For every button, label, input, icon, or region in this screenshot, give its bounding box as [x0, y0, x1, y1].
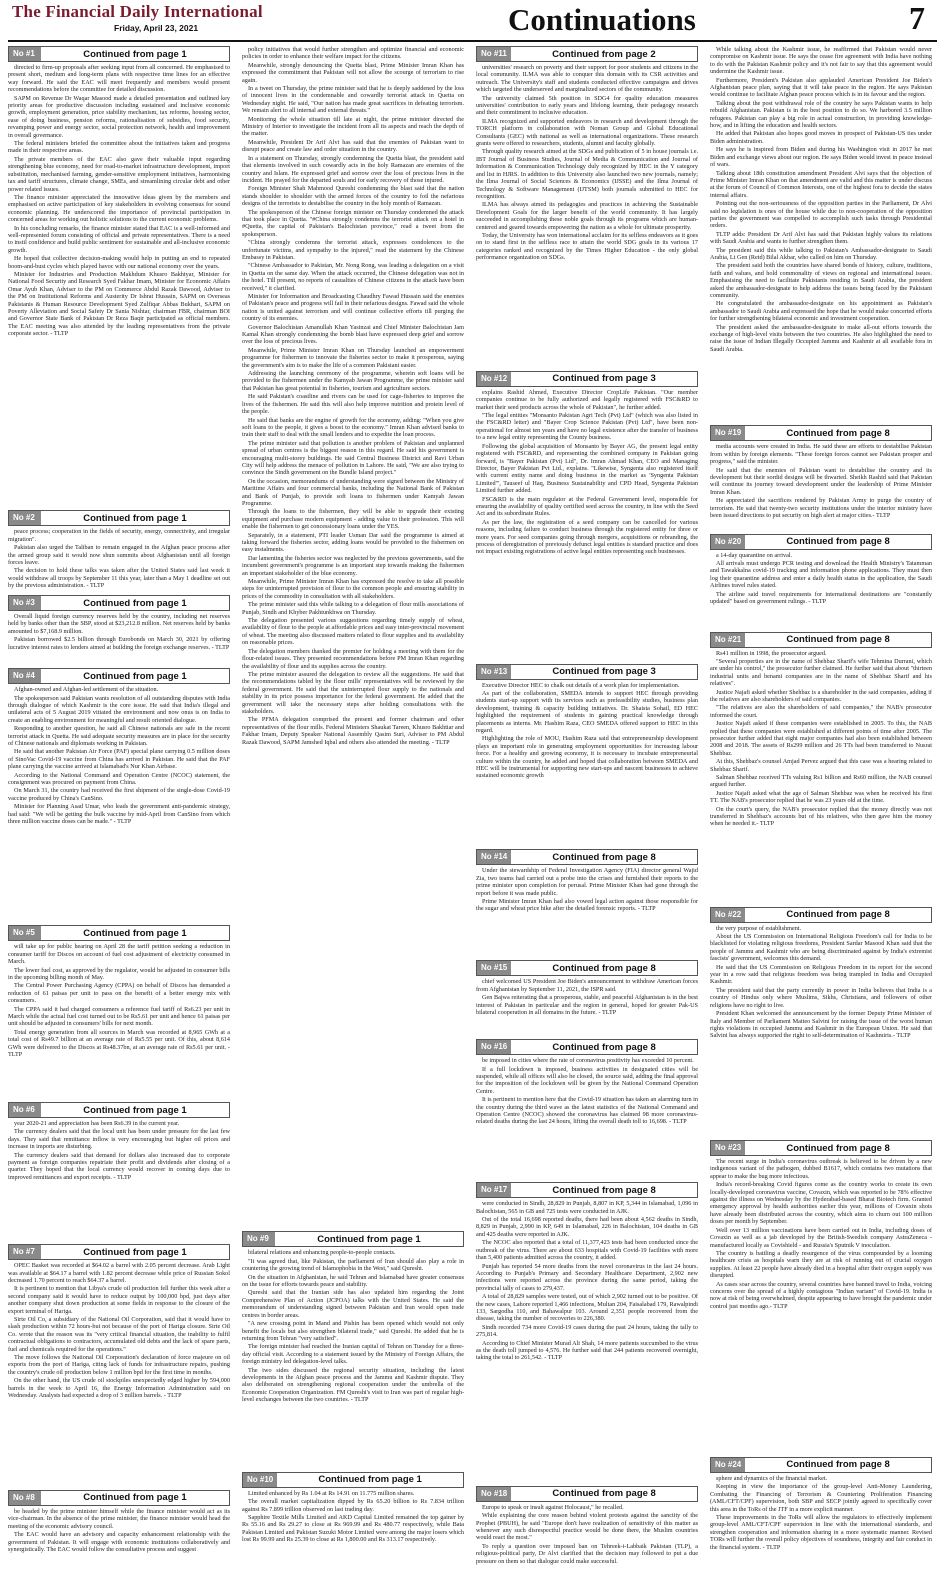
- block-body: [710, 1475, 932, 1582]
- block-title: Continued from page 1: [83, 670, 187, 682]
- issue-date: Friday, April 23, 2021: [114, 23, 199, 33]
- continuation-block: [476, 849, 698, 956]
- block-number: No #5: [9, 926, 41, 940]
- paragraph: All arrivals must undergo PCR testing and download the Health Ministry's Tatamman and Tawakkalna covid-19 tracking and information phone applications. They must then log their quarantine address and enter a daily health status in the application, the Saudi Airlines travel rules stated.: [710, 560, 932, 590]
- paragraph: Well over 13 million vaccinations have been carried out in India, including doses of Covaxin as well as a jab developed by the British-Swedish company AstraZeneca - manufactured locally as Covishield - and Russia's Sputnik V inoculation.: [710, 1226, 932, 1249]
- block-title: Continued from page 8: [552, 851, 656, 863]
- paragraph: TLTP adds: President Dr Arif Alvi has said that Pakistan highly values its relations with Saudi Arabia and wants to further strengthen them.: [710, 230, 932, 246]
- paragraph: In his concluding remarks, the finance minister stated that EAC is a well-informed and well-represented forum consisting of official and private representatives. There is a need to instil confidence and build public sentiment for sustainable and all-inclusive economic growth.: [8, 224, 230, 254]
- block-number: No #13: [477, 665, 511, 679]
- paragraph: Talking about 18th constitution amendment President Alvi says that the objection of Prime Minister Imran Khan on that amendment are valid and this matter is under discuss at the forum of Council of Common Interests, one of the highest fora to decide the states internal affairs.: [710, 169, 932, 199]
- block-header: [476, 1039, 698, 1055]
- paragraph: The spokesperson of the Chinese foreign minister on Thursday condemned the attack that took place in Quetta. "#China strongly condemns the terrorist attack on a hotel in #Quetta, the capital of Pakistan's Balochistan province," read a tweet from the spokesperson.: [242, 208, 464, 238]
- paragraph: be headed by the prime minister himself while the finance minister would act as its vice-chairman. In the absence of the prime minister, the finance minister would head the meeting of the economic advisory council.: [8, 1507, 230, 1530]
- paragraph: Limited enhanced by Rs 1.04 at Rs 14.91 on 11.775 million shares.: [248, 1489, 415, 1497]
- paragraph: The decision to hold these talks was taken after the United States said last week it would withdraw all troops by September 11 this year, later than a May 1 deadline set out by the previous administration. - TLTP: [8, 567, 230, 590]
- paragraph: "The legal entities "Monsanto Pakistan Agri Tech (Pvt) Ltd" (which was also listed in the FSC&RD letter) and "Bayer Crop Science Pakistan (Pvt) Ltd", have been non-operational for almost ten years and have no legal existence after the transfer of business to a new legal entity representing the County business.: [476, 412, 698, 442]
- block-title: Continued from page 1: [83, 1104, 187, 1116]
- block-number: No #24: [711, 1458, 745, 1472]
- paragraph: As part of the collaboration, SMEDA intends to support HEC through providing students start-up support with its services such as prefeasibility studies, business plan development, training & capacity building initiatives. Dr. Shaista Sohail, ED HEC highlighted the requirement of students in gaining practical knowledge through placements as interns. Mr. Hashim Raza, CEO SMEDA offered support to HEC in this regard.: [476, 690, 698, 735]
- block-header: [476, 1182, 698, 1198]
- paragraph: "Several properties are in the name of Shehbaz Sharif's wife Tehmina Durrani, which are under his control," the prosecutor further claimed. He further said that about "thirteen industrial units and benami companies are in the name of Shehbaz Sharif and his relatives".: [710, 657, 932, 688]
- block-number: No #12: [477, 372, 511, 386]
- block-number: No #15: [477, 961, 511, 975]
- paragraph: As per the law, the registration of a seed company can be cancelled for various reasons, including failure to conduct business through the registered entity for three or more years. For seed companies going through mergers, acquisitions or rebranding, the process of deregistration of previously defunct legal entities is standard practice and does not impact existing registrations of active legal entities representing such businesses.: [476, 518, 698, 556]
- continuation-block: [710, 534, 932, 628]
- paragraph: The currency dealers said that demand for dollars also increased due to corporate payment as foreign companies repatriate their profit and dividends after closing of a quarter. They hoped that the local currency would recover in coming days due to improved remittances and export receipts. - TLTP: [8, 1151, 230, 1181]
- block-title: Continued from page 8: [786, 909, 890, 921]
- paragraph: According to the National Command and Operation Centre (NCOC) statement, the consignment was procured on payment from China.: [8, 771, 230, 786]
- block-body: [710, 552, 932, 628]
- block-body: [710, 443, 932, 529]
- block-title: Continued from page 1: [83, 597, 187, 609]
- block-title: Continued from page 8: [786, 1459, 890, 1471]
- block-number: No #20: [711, 535, 745, 549]
- block-number: No #11: [477, 47, 511, 61]
- paragraph: Justice Najafi asked whether Shehbaz is a shareholder in the said companies, adding if the relatives are also shareholders of said companies.: [710, 688, 932, 703]
- paragraph: He said that the US Commission on Religious Freedom in its report for the second year in a row said that religious freedom was being trampled in India and Occupied Kashmir.: [710, 963, 932, 986]
- paragraph: The overall market capitalization dipped by Rs 65.20 billion to Rs 7.834 trillion against Rs 7.899 trillion observed on last trading day.: [242, 1498, 464, 1513]
- block-header: [8, 925, 230, 941]
- block-header: [242, 1231, 464, 1247]
- paragraph: As cases soar across the country, several countries have banned travel to India, voicing concerns over the spread of a highly contagious "Indian variant" of Covid-19. India is now at risk of being overwhelmed, despite appearing to have brought the pandemic under control just months ago.- TLTP: [710, 1280, 932, 1310]
- paragraph: Separately, in a statement, PTI leader Usman Dar said the programme is aimed at taking forward the fisheries sector, adding loans would be provided to the fishermen on easy instalments.: [242, 531, 464, 554]
- continuation-block: [476, 1039, 698, 1178]
- paragraph: Out of the total 16,698 reported deaths, there had been about 4,562 deaths in Sindh, 8,829 in Punjab, 2,990 in KP, 649 in Islamabad, 226 in Balochistan, 104 deaths in GB and 425 deaths were reported in AJK.: [476, 1216, 698, 1238]
- paragraph: The Central Power Purchasing Agency (CPPA) on behalf of Discos has demanded a reduction of 61 paisas per unit to pass on the benefit of a better energy mix with consumers.: [8, 982, 230, 1005]
- block-body: [710, 925, 932, 1136]
- paragraph: He congratulated the ambassador-designate on his appointment as Pakistan's ambassador to Saudi Arabia and expressed the hope that he would make concerted efforts for further strengthening bilateral economic and investment cooperation.: [710, 300, 932, 323]
- paragraph: If a full lockdown is imposed, business activities in designated cities will be suspended, while all offices will also be closed, the source said, adding the final approval for the imposition of the lockdown will be given by the National Command Operation Centre.: [476, 1065, 698, 1095]
- paragraph: President Khan welcomed the announcement by the former Deputy Prime Minister of Italy and Member of Parliament Matteo Salvini for raising the issue of the worst human rights violations in occupied Jammu and Kashmir in the European Union. He said that Salvini has always supported the right to self-determination of Kashmiris.- TLTP: [710, 1010, 932, 1040]
- continuation-block: [242, 1231, 464, 1467]
- block-number: No #21: [711, 633, 745, 647]
- continuation-block: [476, 1182, 698, 1481]
- continuation-block: [8, 925, 230, 1098]
- page-number: 7: [909, 0, 925, 36]
- block-title: Continued from page 8: [786, 427, 890, 439]
- continuation-block: [710, 1140, 932, 1453]
- paragraph: According to Chief Minister Murad Ali Shah, 14 more patients succumbed to the virus as the death toll jumped to 4,576. He further said that 244 patients recovered overnight, taking the total to 261,542. - TLTP: [476, 1339, 698, 1362]
- paragraph: ILMA recognized and supported endeavors in research and development through the TORCH platform in collaboration with Noman Group and Global Educational Consultants (GEC) with national as well as international organizations. These research grants were offered to researchers, students, alumni and faculty globally.: [476, 117, 698, 148]
- paragraph: Keeping in view the importance of the group-level Anti-Money Laundering, Combating the Financing of Terrorism & Countering Proliferation Financing (AML/CFT/CPF) supervision, both SBP and SECP jointly agreed to specifically cover this area in the ToRs of the JTF in a more explicit manner.: [710, 1483, 932, 1513]
- paragraph: Justice Najafi asked if these companies were established in 2005. To this, the NAB replied that these companies were established at different points of time after 2005. The prosecutor further added that eight major companies had also been established between 2008 and 2018. The assets of Rs299 million and 26 TTs had been transferred to Nusrat Shehbaz.: [710, 720, 932, 757]
- block-header: [710, 534, 932, 550]
- paragraph: At this, Shehbaz's counsel Amjad Pervez argued that this case was a hearing related to Shehbaz Sharif.: [710, 758, 932, 773]
- paragraph: These improvements in the ToRs will allow the regulators to effectively implement group-level AML/CFT/CPF supervision in line with the international standards, and strengthen cooperation and information sharing in a more systematic manner. Revised TORs will further the overall policy objectives of soundness, integrity and fair conduct in the financial system. - TLTP: [710, 1513, 932, 1551]
- paragraph: The currency dealers said that the local unit has been under pressure for the last few days. They said that remittance inflow is very encouraging but higher oil prices and increase in imports are disturbing.: [8, 1128, 230, 1151]
- column-2: [242, 46, 464, 1586]
- paragraph: The spokesperson said Pakistan wants resolution of all outstanding disputes with India through dialogue of which Kashmir is the core issue. He said that India's illegal and unilateral acts of 5 August 2019 vitiated the environment and now onus is on India to create an enabling environment for meaningful and result oriented dialogue.: [8, 694, 230, 724]
- block-title: Continued from page 3: [552, 373, 656, 385]
- paragraph: Sindh recorded 734 more Covid-19 cases during the past 24 hours, taking the tally to 275,814.: [476, 1323, 698, 1339]
- block-number: No #23: [711, 1141, 745, 1155]
- block-title: Continued from page 8: [552, 1488, 656, 1500]
- paragraph: In a tweet on Thursday, the prime minister said that he is deeply saddened by the loss of innocent lives in the condemnable and cowardly terrorist attack in Quetta on Wednesday night. He said, "Our nation has made great sacrifices in defeating terrorism. We remain alert to all internal and external threats.": [242, 85, 464, 115]
- block-title: Continued from page 8: [786, 536, 890, 548]
- continuation-block: [710, 1457, 932, 1582]
- block-body: [476, 389, 698, 660]
- paragraph: The president said this while talking to Pakistan's Ambassador-designate to Saudi Arabia, Lt Gen (Retd) Bilal Akbar, who called on him on Thursday.: [710, 246, 932, 261]
- continuation-block: [8, 510, 230, 591]
- paragraph: It is pertinent to mention here that the Covid-19 situation has taken an alarming turn in the country during the third wave as the latest statistics of the National Command and Operation Centre (NCOC) showed the coronavirus has claimed 98 more coronavirus-related deaths during the last 24 hours, lifting the overall death toll to 16,698. - TLTP: [476, 1096, 698, 1126]
- paragraph: policy initiatives that would further strengthen and optimize financial and economic policies in order to enhance their welfare impact for the citizens.: [242, 46, 464, 61]
- newspaper-title: The Financial Daily International: [12, 2, 263, 21]
- paragraph: Sirte Oil Co, a subsidiary of the National Oil Corporation, said that it would have to slash production within 72 hours-but not because of the port of Hariga closure. Sirte Oil Co. wrote that the reason was its "very critical financial situation, the inability to fulfil contractual obligations to contractors, accumulated old debts and the lack of spare parts, fuel and chemicals required for the operations.": [8, 1316, 230, 1353]
- paragraph: media accounts were created in India. He said these are efforts to destabilise Pakistan from within by foreign elements. "These foreign forces cannot see Pakistan prosper and progress," said the minister.: [710, 443, 932, 466]
- paragraph: Responding to another question, he said all Chinese nationals are safe in the recent terrorist attack in Quetta. He said adequate security measures are in place for the security of Chinese nationals and diplomats working in Pakistan.: [8, 725, 230, 747]
- block-number: No #19: [711, 426, 745, 440]
- paragraph: bilateral relations and enhancing people-to-people contacts.: [248, 1249, 396, 1257]
- block-number: No #17: [477, 1183, 511, 1197]
- block-title: Continued from page 3: [552, 666, 656, 678]
- block-number: No #2: [9, 511, 41, 525]
- paragraph: the very purpose of establishment.: [716, 924, 802, 932]
- block-header: [476, 849, 698, 865]
- paragraph: The president said both the countries have shared bonds of history, culture, traditions, faith and values, and hold commonality of views on regional and international issues. Emphasising the need to facilitate Pakistanis residing in Saudi Arabia, the president asked the ambassador-designate to help address the issues being faced by the Pakistani community.: [710, 262, 932, 299]
- paragraph: were conducted in Sindh, 28,829 in Punjab, 8,807 in KP, 5,344 in Islamabad, 1,096 in Balochistan, 565 in GB and 725 tests were conducted in AJK.: [476, 1200, 698, 1215]
- block-number: No #14: [477, 850, 511, 864]
- paragraph: explains Rashid Ahmed, Executive Director CropLife Pakistan. "Our member companies continue to be fully authorized and legally registered with FSC&RD to market their seed products across the whole of Pakistan", he further added.: [476, 388, 698, 411]
- paragraph: Pakistan also urged the Taliban to remain engaged in the Afghan peace process after the armed group said it would now shun summits about Afghanistan until all foreign forces leave.: [8, 544, 230, 567]
- paragraph: Addressing the launching ceremony of the programme, wherein soft loans will be provided to the fishermen under the Kamyab Jawan Programme, the prime minister said that Pakistan has great potential in fisheries, tourism and agriculture sectors.: [242, 370, 464, 392]
- continuation-block: [710, 907, 932, 1136]
- continuation-block: [8, 595, 230, 664]
- paragraph: Europe to speak or insult against Holocaust," he recalled.: [482, 1503, 624, 1511]
- paragraph: It is pertinent to mention that Libya's crude oil production fell further this week after a second company said it would have to reduce output by 100,000 bpd, just days after another company shut down production at some fields in response to the closure of the export terminal of Hariga.: [8, 1285, 230, 1315]
- block-body: [710, 1158, 932, 1453]
- paragraph: Qureshi said that the Iranian side has also updated him regarding the Joint Comprehensive Plan of Action (JCPOA) talks with the United States. He said the memorandum of understanding signed between Pakistan and Iran would open trade centres in border areas.: [242, 1289, 464, 1319]
- continuation-block: [710, 632, 932, 903]
- block-body: [8, 1262, 230, 1486]
- paragraph: Gen Bajwa reiterating that a prosperous, stable, and peaceful Afghanistan is in the best interest of Pakistan in particular and the region in general, hoped for greater Pak-US bilateral cooperation in all domains in the future. - TLTP: [476, 994, 698, 1016]
- paragraph: Following the global acquisition of Monsanto by Bayer AG, the present legal entity registered with FSC&RD, and representing the combined company in Pakistan going forward, is "Bayer Pakistan (Pvt) Ltd", Dr. Imran Ahmad Khan, CEO and Managing Director, Bayer Pakistan Pvt Ltd., explains. "Likewise, Syngenta also registered itself with current entity name and doing business in the market as 'Syngenta Pakistan Limited'", Tauseef ul Haq, Business Sustainability and CPD Head, Syngenta Pakistan Limited further added.: [476, 442, 698, 495]
- paragraph: be imposed in cities where the rate of coronavirus positivity has exceeded 10 percent.: [482, 1057, 694, 1065]
- continuation-block: [476, 664, 698, 846]
- paragraph: Today, the University has won international acclaim for its selfless endeavors as it goes on to stand first in the selfless race to attain the world SDG goals in its various 17 categories ranked and recognized by the Times Higher Education - the only global performance organization on SDGs.: [476, 231, 698, 262]
- paragraph: "A new crossing point in Mand and Pishin has been opened which would not only benefit the locals but also strengthen bilateral trade," said Qureshi. He added that he is returning from Tehran "very satisfied".: [242, 1320, 464, 1342]
- paragraph: Under the stewardship of Federal Investigation Agency (FIA) director general Wajid Zia, two teams had carried out a probe into the crises and furnished their reports to the prime minister upon completion for perusal. Prime Minister Khan had gone through the report before it was made public.: [476, 867, 698, 897]
- paragraph: "The relatives are also the shareholders of said companies," the NAB's prosecutor informed the court.: [710, 704, 932, 719]
- continuation-block: [476, 1486, 698, 1582]
- block-header: [710, 1140, 932, 1156]
- paragraph: The recent surge in India's coronavirus outbreak is believed to be driven by a new indigenous variant of the pathogen, dubbed B1617, which contains two mutations that appear to make the bug more infectious.: [710, 1158, 932, 1180]
- continuation-block: [8, 46, 230, 506]
- paragraph: Minister for Industries and Production Makhdum Khusro Bakhtyar, Minister for National Food Security and Research Syed Fakhar Imam, Minister for Economic Affairs Omar Ayub Khan, Adviser to the PM on Commerce Abdul Razak Dawood, Adviser to the PM on Institutional Reforms and Austerity Dr Ishrat Hussain, SAPM on Overseas Pakistanis & Human Resource Development Syed Zulfiqar Abbas Bukhari, SAPM on Poverty Alleviation and Social Safety Dr Sania Nishtar, chairman FBR, chairman BOI and Governor State Bank of Pakistan Dr Reza Baqir participated as official members. The EAC meeting was also attended by the leading representatives from the private corporate sector. - TLTP: [8, 270, 230, 338]
- paragraph: He said that banks are the engine of growth for the economy, adding: "When you give soft loans to the people, it gives a boost to the economy." Imran Khan advised banks to train their staff to deal with the small lenders and to expedite the loan process.: [242, 416, 464, 439]
- paragraph: Pakistan borrowed $2.5 billion through Eurobonds on March 30, 2021 by offering lucrative interest rates to lenders aimed at building the foreign exchange reserves. - TLTP: [8, 636, 230, 651]
- paragraph: The foreign minister had reached the Iranian capital of Tehran on Tuesday for a three-day official visit. According to a statement issued by the Ministry of Foreign Affairs, the foreign ministry led delegation-level talks.: [242, 1343, 464, 1366]
- block-header: [8, 1244, 230, 1260]
- paragraph: Meanwhile, Prime Minister Imran Khan has expressed the resolve to take all possible steps for uninterrupted provision of flour to the common people and ensuring stability in prices of the commodity in consultation with all stakeholders.: [242, 578, 464, 600]
- block-number: No #9: [243, 1232, 275, 1246]
- paragraph: He says he is inspired from Biden and during his Washington visit in 2017 he met Biden and exchange views about our region. He says Biden would invest in peace instead of wars.: [710, 146, 932, 169]
- paragraph: "It was agreed that, like Pakistan, the parliament of Iran should also play a role in countering the growing trend of Islamophobia in the West," said Qureshi.: [242, 1257, 464, 1273]
- paragraph: He added that Pakistan also hopes good moves in prospect of Pakistan-US ties under Biden administration.: [710, 130, 932, 145]
- continuation-block: [242, 46, 464, 1227]
- block-number: No #1: [9, 47, 41, 61]
- paragraph: The EAC would have an advisory and capacity enhancement relationship with the government of Pakistan. It will engage with economic institutions collaboratively and synergistically. The EAC would follow the consultative process and suggest: [8, 1531, 230, 1553]
- continuation-block: [710, 425, 932, 529]
- paragraph: India's record-breaking Covid figures come as the country works to create its own locally-developed coronavirus vaccine, Covaxin, which was reported to be 78% effective against the illness on Wednesday by the Hyderabad-based Bharat Biotech firm. Granted emergency approval by health authorities earlier this year, millions of Covaxin shots have already been distributed across the country, which aims to churn out 100 million doses per month by September.: [710, 1181, 932, 1226]
- paragraph: The university claimed 5th position in SDG4 for quality education measures universities' contribution to early years and lifelong learning, their pedagogy research and their commitment to inclusive education.: [476, 94, 698, 117]
- paragraph: Rs41 million in 1998, the prosecutor argued.: [716, 649, 827, 657]
- paragraph: Pointing out the non-seriousness of the opposition parties in the Parliament, Dr Alvi said no legislation is ones of the house while due to non-cooperation of the opposition parties the government was compelled to accomplish such tasks through Presidential orders.: [710, 200, 932, 230]
- block-header: [476, 664, 698, 680]
- paragraph: Punjab has reported 54 more deaths from the novel coronavirus in the last 24 hours. According to Punjab's Primary and Secondary Healthcare Department, 2,902 new infections were reported across the province during the same period, taking the provincial tally of cases to 279,437.: [476, 1262, 698, 1292]
- paragraph: ILMA has always aimed its pedagogies and practices in achieving the Sustainable Development Goals for the larger benefit of the world community. It has largely succeeded in accomplishing these noble goals through its programs which are human-centered and geared towards empowering the nation as a whole for ultimate prosperity.: [476, 201, 698, 231]
- paragraph: The delegation presented various suggestions regarding timely supply of wheat, availability of flour to the people at affordable prices and easy inter-provincial movement of wheat. The meeting also discussed matters related to flour supplies and its availability on reasonable prices.: [242, 617, 464, 647]
- paragraph: FSC&RD is the main regulator at the Federal Government level, responsible for ensuring the availability of quality certified seed across the country, in line with the Seed Act and its subordinate Rules.: [476, 495, 698, 518]
- paragraph: year 2020-21 and appreciation has been Rs6.39 in the current year.: [14, 1120, 180, 1128]
- block-body: [710, 650, 932, 903]
- article-columns: [8, 46, 937, 1586]
- block-number: No #18: [477, 1487, 511, 1501]
- paragraph: peace process; cooperation in the fields of security, energy, connectivity, and irregular migration".: [8, 528, 230, 543]
- block-body: [242, 46, 464, 1227]
- block-title: Continued from page 2: [552, 48, 656, 60]
- block-body: [8, 64, 230, 506]
- continuation-block: [476, 371, 698, 660]
- paragraph: sphere and dynamics of the financial market.: [716, 1474, 828, 1482]
- paragraph: The move follows the National Oil Corporation's declaration of force majeure on oil exports from the port of Hariga, citing lack of funds for infrastructure repairs, pushing the country's crude oil production below 1 million bpd for the first time in months.: [8, 1354, 230, 1376]
- paragraph: Governor Balochistan Amanullah Khan Yasinzai and Chief Minister Balochistan Jam Kamal Khan strongly condemning the bomb blast have expressed deep grief and sorrow over the loss of precious lives.: [242, 323, 464, 346]
- block-title: Continued from page 1: [317, 1233, 421, 1245]
- paragraph: He said Pakistan's coastline and rivers can be used for cage-fisheries to improve the lives of the fishermen. He said this will also help improve nutrition and protein level of the people.: [242, 393, 464, 416]
- block-number: No #7: [9, 1245, 41, 1259]
- block-body: [8, 528, 230, 591]
- block-title: Continued from page 8: [552, 1041, 656, 1053]
- block-header: [476, 46, 698, 62]
- block-header: [710, 907, 932, 923]
- paragraph: Meanwhile, Prime Minister Imran Khan on Thursday launched an empowerment programme for fishermen to innovate the fisheries sector to make it prosperous, saying the government's aim is to make the life of a common Pakistani easier.: [242, 346, 464, 369]
- paragraph: He said that another Pakistan Air Force (PAF) special plane carrying 0.5 million doses of SinoVac Covid-19 vaccine from China has arrived in Pakistan. He said that the PAF plane carrying the vaccine arrived at Islamabad's Nur Khan Airbase.: [8, 748, 230, 771]
- continuation-block: [476, 960, 698, 1035]
- paragraph: OPEC Basket was recorded at $64.02 a barrel with 2.05 percent decrease. Arab Light was available at $64.17 a barrel with 1.82 percent decrease while price of Russian Sokol decreased 1.70 percent to reach $64.37 a barrel.: [8, 1262, 230, 1284]
- continuation-block: [8, 1244, 230, 1486]
- paragraph: A total of 28,829 samples were tested, out of which 2,902 turned out to be positive. Of the new cases, Lahore reported 1,466 infections, Multan 204, Faisalabad 179, Rawalpindi 133, Sargodha 110, and Bahawalpur 103. Around 2,351 people recovered from the disease, taking the number of recoveries to 226,380.: [476, 1293, 698, 1323]
- block-title: Continued from page 8: [552, 1184, 656, 1196]
- block-header: [8, 668, 230, 684]
- paragraph: Minister for Information and Broadcasting Chaudhry Fawad Hussain said the enemies of Pakistan's peace and progress will fail in their nefarious designs. Fawad said the whole nation is united against terrorism and will continue collective efforts till purging the country of its enemies.: [242, 293, 464, 323]
- paragraph: While explaining the core reason behind violent protests against the sanctity of the Prophet (PBUH), he said "Europe don't have realization of sensitivity of this matter as whenever any such disrespectful practice would be done there, the Muslim countries would react the most.": [476, 1512, 698, 1542]
- paragraph: On the court's query, the NAB's prosecutor replied that the money directly was not transferred in Shehbaz's accounts but of his relatives, who then gave him the money when he needed it.- TLTP: [710, 805, 932, 828]
- block-body: [476, 867, 698, 956]
- block-header: [476, 1486, 698, 1502]
- continuation-block: [710, 46, 932, 421]
- paragraph: The prime minister assured the delegation to review all the suggestions. He said that the recommendations tabled by the flour mills' representatives will be reviewed by the federal government. He said that the uninterrupted flour supply to the nationals and stability in its price possess importance for the federal government. He added that the government will take the necessary steps after holding consultations with the stakeholders.: [242, 670, 464, 715]
- paragraph: "Chinese Ambassador to Pakistan, Mr. Nong Rong, was leading a delegation on a visit in Quetta on the same day. When the attack occurred, the Chinese delegation was not in the hotel. Till present, no reports of casualties of Chinese citizens in the attack have been received," it clarified.: [242, 262, 464, 292]
- block-header: [8, 1490, 230, 1506]
- paragraph: Dar lamenting the fisheries sector was neglected by the previous governments, said the incumbent government's programme is an important step towards making the fishermen an important stakeholder of the blue economy.: [242, 554, 464, 577]
- block-body: [8, 1508, 230, 1582]
- section-title: Continuations: [508, 2, 696, 37]
- paragraph: He hoped that collective decision-making would help in putting an end to repeated boom-and-bust cycles which played havoc with our national economy over the years.: [8, 255, 230, 270]
- masthead: [8, 0, 937, 42]
- paragraph: The president said that the party currently in power in India believes that India is a country of Hindus only where Muslims, Sikhs, Christians, and followers of other religions have no right to live.: [710, 986, 932, 1009]
- block-body: [242, 1249, 464, 1467]
- block-number: No #16: [477, 1040, 511, 1054]
- paragraph: universities' research on poverty and their support for poor students and citizens in the local community. ILMA was able to conquer this domain with its CSR activities and outreach. The University's staff and students conducted effective campaigns and drives which targeted the underserved and marginalized sectors of the community.: [476, 64, 698, 94]
- paragraph: Afghan-owned and Afghan-led settlement of the situation.: [14, 686, 159, 694]
- paragraph: Minister for Planning Asad Umar, who leads the government anti-pandemic strategy, had said: "We will be getting the bulk vaccine by mid-April from CanSino from which three million vaccine doses can be made." - TLTP: [8, 803, 230, 825]
- paragraph: Through quality research aimed at the SDGs and publication of 5 in house journals i.e. IBT Journal of Business Studies, Journal of Media & Communication and Journal of Information & Communication Technology duly recognized by HEC in the Y category and list in HJRS. In addition to this University also launched two new journals, namely; the Ilma Journal of Social Sciences & Economics (IJSSE) and the Ilma Journal of Technology & Software Management (IJTSM) both journals submitted to HEC for recognition.: [476, 148, 698, 200]
- block-header: [8, 46, 230, 62]
- block-body: [476, 978, 698, 1035]
- paragraph: The federal ministers briefed the committee about the initiatives taken and progress made in their respective areas.: [8, 140, 230, 155]
- paragraph: On the occasion, memorandums of understanding were signed between the Ministry of Maritime Affairs and four commercial banks, including the National Bank of Pakistan and Bank of Punjab, to provide soft loans to fishermen under Kamyab Jawan Programme.: [242, 477, 464, 507]
- column-1: [8, 46, 230, 1586]
- paragraph: Prime Minister Imran Khan had also vowed legal action against those responsible for the sugar and wheat price hike after the detailed forensic reports. - TLTP: [476, 898, 698, 913]
- paragraph: The PFMA delegation comprised the present and former chairman and other representatives of the flour mills. Federal Ministers Shaukat Tareen, Khusro Bakhtiar and Fakhar Imam, Deputy Speaker National Assembly Qasim Suri, Adviser to PM Abdul Razak Dawood, SAPM Jamshed Iqbal and others also attended the meeting. - TLTP: [242, 716, 464, 746]
- paragraph: Furthermore, President's Pakistan also applauded American President Joe Biden's Afghanistan peace plan, saying that it will take peace in the region. He says Pakistan would continue to facilitate Afghan peace process which is in its favour and the region.: [710, 76, 932, 99]
- column-4: [710, 46, 932, 1586]
- paragraph: Total energy generation from all sources in March was recorded at 8,965 GWh at a total cost of Rs49.7 billion at an average rate of Rs5.55 per unit. Of this, about 8,614 GWh were delivered to the Discos at Rs48.37bn, at an average rate of Rs5.61 per unit. - TLTP: [8, 1028, 230, 1059]
- block-body: [8, 613, 230, 664]
- block-body: [476, 1057, 698, 1178]
- paragraph: The country is battling a deadly resurgence of the virus compounded by a looming healthcare crisis as hospitals warn they are at risk of running out of crucial oxygen supplies. At least 22 people have already died in a hospital after their oxygen supply was disrupted.: [710, 1249, 932, 1280]
- paragraph: On the situation in Afghanistan, he said Tehran and Islamabad have greater consensus on the issue for efforts towards peace and stability.: [242, 1273, 464, 1289]
- continuation-block: [8, 1102, 230, 1240]
- paragraph: The president asked the ambassador-designate to make all-out efforts towards the exchange of high-level visits between the two countries. He also highlighted the need to raise the issue of Indian Illegally Occupied Jammu and Kashmir at all available fora in Saudi Arabia.: [710, 323, 932, 353]
- block-title: Continued from page 1: [83, 512, 187, 524]
- block-header: [8, 510, 230, 526]
- block-number: No #4: [9, 669, 41, 683]
- paragraph: While talking about the Kashmir issue, he reaffirmed that Pakistan would never compromise on Kashmir issue. He says the cease fire agreement with India have nothing to do with the Pakistan Kashmir policy and it's not fair to say that this agreement would undermine the Kashmir issue.: [710, 46, 932, 76]
- block-header: [242, 1472, 464, 1488]
- block-body: [8, 686, 230, 921]
- paragraph: Justice Najafi asked what the age of Salman Shehbaz was when he received his first TT. The NAB's prosecutor replied that he was 23 years old at the time.: [710, 789, 932, 805]
- paragraph: Foreign Minister Shah Mahmood Qureshi condemning the blast said that the nation stands shoulder to shoulder with the armed forces of the country to foil the nefarious designs of the terrorists to destabilise the country in the holy month of Ramazan.: [242, 185, 464, 208]
- block-header: [710, 425, 932, 441]
- paragraph: He appreciated the sacrifices rendered by Pakistan Army to purge the country of terrorism. He said that twenty-two security institutions under the interior ministry have been issued directions to put security on high alert at major cities.- TLTP: [710, 497, 932, 520]
- block-body: [476, 1200, 698, 1481]
- block-title: Continued from page 8: [786, 1142, 890, 1154]
- paragraph: The delegation members thanked the premier for holding a meeting with them for the flour-related issues. They presented recommendations before PM Imran Khan regarding the availability of flour and its supplies across the country.: [242, 647, 464, 670]
- paragraph: The private members of the EAC also gave their valuable input regarding strengthening blue economy, need for road-to-market infrastructure development, import substitution, mechanised farming, gender-sensitive employment initiatives, harmonising tax and tariff structures, climate change, SMEs, and streamlining circular debt and other power related issues.: [8, 155, 230, 193]
- block-header: [710, 1457, 932, 1473]
- paragraph: Monitoring the whole situation till late at night, the prime minister directed the Ministry of Interior to investigate the incident from all its aspects and reach the depth of the matter.: [242, 115, 464, 138]
- paragraph: Meanwhile, President Dr Arif Alvi has said that the enemies of Pakistan want to disrupt peace and create law and order situation in the country.: [242, 138, 464, 154]
- paragraph: SAPM on Revenue Dr Waqar Masood made a detailed presentation and outlined key priority areas for productive discussion including sustained and inclusive economic growth, employment generation, price stability mechanism, tax reforms, housing sector, ease of doing business, pension reforms, rationalisation of subsidies, food security, revamping power and energy sector, social protection network, health and improvement in overall governance.: [8, 94, 230, 139]
- block-title: Continued from page 1: [83, 1492, 187, 1504]
- paragraph: Talking about the post withdrawal role of the country he says Pakistan wants to help rebuild Afghanistan. Pakistan is in the best position to do so. We harbored 3.5 million refugees. Pakistan can play a big role in actual construction, in providing knowledge-how, and in lifting the education and health sectors.: [710, 99, 932, 130]
- block-number: No #8: [9, 1491, 41, 1505]
- paragraph: will take up for public hearing on April 28 the tariff petition seeking a reduction in consumer tariff for Discos on account of fuel cost adjustment of electricity consumed in March.: [8, 943, 230, 966]
- block-title: Continued from page 1: [83, 927, 187, 939]
- block-body: [476, 64, 698, 367]
- block-body: [8, 1120, 230, 1240]
- paragraph: About the US Commission on International Religious Freedom's call for India to be blacklisted for violating religious freedoms, President Sardar Masood Khan said that the people of Jammu and Kashmir who are being discriminated against by India's extremist fascists' government, welcomes this demand.: [710, 933, 932, 963]
- paragraph: The prime minister said that pollution is another problem of Pakistan and unplanned spread of urban centres is the biggest reason in this regard. He said his government is encouraging multi-storey buildings. He said Central Business District and Ravi Urban City will help address the menace of pollution in Lahore. He said, "We are also trying to convince the Sindh government on the Bundle Island project.": [242, 439, 464, 477]
- paragraph: Overall liquid foreign currency reserves held by the country, including net reserves held by banks other than the SBP, stood at $23,212.8 million. Net reserves held by banks amounted to $7,168.9 million.: [8, 613, 230, 635]
- block-header: [8, 595, 230, 611]
- block-body: [242, 1490, 464, 1582]
- paragraph: directed to firm-up proposals after seeking input from all concerned. He emphasised to present short, medium and long-term plans with respective time lines for an effective way forward. He said the EAC will meet frequently and members would present recommendations before the committee for detailed discussion.: [8, 64, 230, 94]
- block-header: [476, 371, 698, 387]
- paragraph: The two sides discussed the regional security situation, including the latest developments in the Afghan peace process and the Jammu and Kashmir dispute. They also deliberated on strengthening regional cooperation under the umbrella of the Economic Cooperation Organization. FM Qureshi's visit to Iran was part of regular high-level exchanges between the two countries. - TLTP: [242, 1366, 464, 1404]
- paragraph: The finance minister appreciated the innovative ideas given by the members and emphasised on active participation of key stakeholders in evolving consensus for sound economic planning. He underscored the importance of provincial participation in concerned areas for working out holistic solutions to the current economic problems.: [8, 193, 230, 224]
- paragraph: The airline said travel requirements for international destinations are "constantly updated" based on government rulings. - TLTP: [710, 590, 932, 606]
- block-number: No #3: [9, 596, 41, 610]
- paragraph: The NCOC also reported that a total of 11,377,423 tests had been conducted since the outbreak of the virus. There are about 633 hospitals with Covid-19 facilities with more than 5,400 patients admitted across the country, it added.: [476, 1239, 698, 1262]
- paragraph: In a statement on Thursday, strongly condemning the Quetta blast, the president said that elements involved in such cowardly acts in the holy Ramazan are enemies of the country and Islam. He expressed grief and sorrow over the loss of precious lives in the incident. He prayed for the departed souls and for early recovery of those injured.: [242, 154, 464, 184]
- paragraph: The prime minister said this while talking to a delegation of flour mills associations of Punjab, Sindh and Khyber Pakhtunkhwa on Thursday.: [242, 601, 464, 616]
- paragraph: Through the loans to the fishermen, they will be able to upgrade their existing equipment and purchase modern equipment - adding value to their profession. This will enable the fishermen to get concessionary loans under the YES.: [242, 508, 464, 531]
- block-body: [476, 1504, 698, 1582]
- paragraph: To reply a question over imposed ban on Tehreek-i-Labbaik Pakistan (TLP), a religious-political party, Dr Alvi clarified that the decision may followed to put a due pressure on them so that dialogue could make successful.: [476, 1542, 698, 1565]
- block-number: No #10: [243, 1473, 277, 1487]
- paragraph: He said that the enemies of Pakistan want to destabilise the country and its development but their sordid designs will be thwarted. Sheikh Rashid said that Pakistan will continue its journey toward development under the leadership of Prime Minister Imran Khan.: [710, 466, 932, 496]
- block-body: [476, 682, 698, 846]
- block-header: [8, 1102, 230, 1118]
- block-title: Continued from page 1: [83, 1246, 187, 1258]
- block-body: [8, 943, 230, 1098]
- block-number: No #22: [711, 908, 745, 922]
- paragraph: Executive Director HEC to chalk out details of a work plan for implementation.: [482, 681, 680, 689]
- paragraph: The lower fuel cost, as approved by the regulator, would be adjusted in consumer bills in the upcoming billing month of May.: [8, 966, 230, 981]
- continuation-block: [476, 46, 698, 367]
- paragraph: Meanwhile, strongly denouncing the Quetta blast, Prime Minister Imran Khan has expressed the commitment that Pakistan will not allow the scourge of terrorism to rise again.: [242, 61, 464, 84]
- block-title: Continued from page 1: [318, 1474, 422, 1486]
- paragraph: Salman Shehbaz received TTs valuing Rs1 billion and Rs60 million, the NAB counsel argued further.: [710, 774, 932, 789]
- block-number: No #6: [9, 1103, 41, 1117]
- paragraph: On March 31, the country had received the first shipment of the single-dose Covid-19 vaccine produced by China's CanSino.: [8, 787, 230, 802]
- paragraph: Sapphire Textile Mills Limited and AKD Capital Limited remained the top gainer by Rs 55.16 and Rs 29.27 to close at Rs 969.99 and Rs 480.77 respectively, while Bata Pakistan Limited and Pakistan Suzuki Motor Limited were among the major losers which lost Rs 99.99 and Rs 25.39 to close at Rs 1,800.00 and Rs 313.17 respectively.: [242, 1513, 464, 1544]
- block-title: Continued from page 1: [83, 48, 187, 60]
- paragraph: "China strongly condemns the terrorist attack, expresses condolences to the unfortunate victims, and sympathy to the injured," read the statement by the Chinese Embassy in Pakistan.: [242, 239, 464, 261]
- paragraph: chief welcomed US President Joe Biden's announcement to withdraw American forces from Afghanistan by September 11, 2021, the ISPR said.: [476, 978, 698, 993]
- block-title: Continued from page 8: [552, 962, 656, 974]
- column-3: [476, 46, 698, 1586]
- continuation-block: [242, 1472, 464, 1582]
- block-body: [710, 46, 932, 421]
- paragraph: On the other hand, the US crude oil stockpiles unexpectedly edged higher by 594,000 barrels in the week to April 16, the Energy Information Administration said on Wednesday. Analysts had expected a drop of 3 million barrels. - TLTP: [8, 1377, 230, 1400]
- block-title: Continued from page 8: [786, 634, 890, 646]
- continuation-block: [8, 668, 230, 921]
- continuation-block: [8, 1490, 230, 1582]
- paragraph: Highlighting the role of MOU, Hashim Raza said that entrepreneurship development plays an important role in generating employment opportunities for increasing labour force. For a healthy and growing economy, it is necessary to incubate entrepreneurial culture within the country, he added and hoped that collaboration between SMEDA and HEC will be instrumental for supporting new start-ups and nascent businesses to achieve sustained economic growth: [476, 735, 698, 780]
- paragraph: The CPPA said it had charged consumers a reference fuel tariff of Rs6.23 per unit in March while the actual fuel cost turned out to be Rs5.61 per unit and hence 61 paisas per unit should be adjusted in consumers' bills for next month.: [8, 1005, 230, 1028]
- block-header: [710, 632, 932, 648]
- paragraph: a 14-day quarantine on arrival.: [716, 551, 793, 559]
- block-header: [476, 960, 698, 976]
